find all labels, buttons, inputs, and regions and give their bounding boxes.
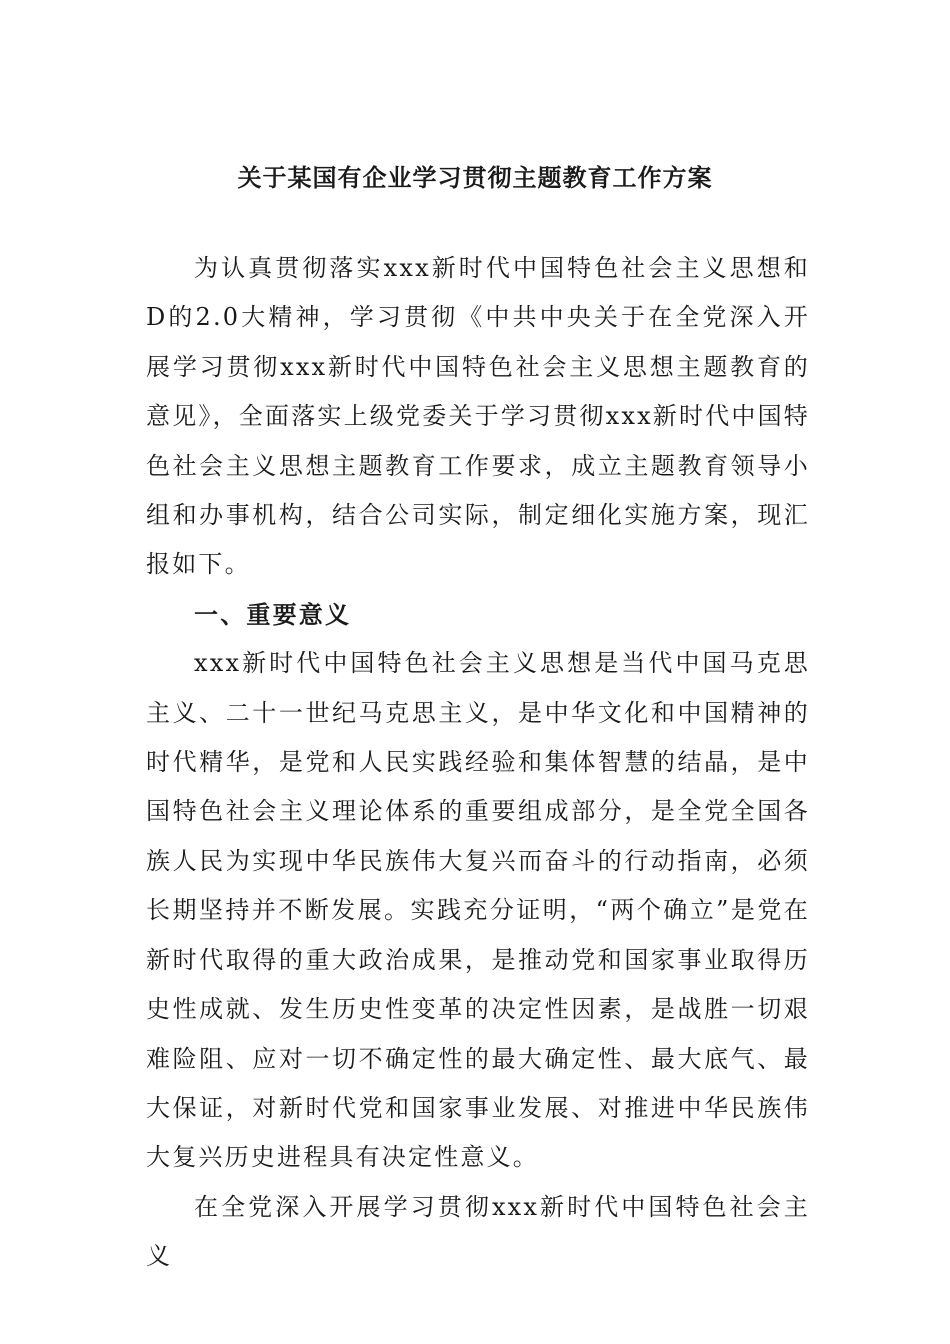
section-heading-significance: 一、重要意义 — [194, 599, 352, 629]
document-title: 关于某国有企业学习贯彻主题教育工作方案 — [237, 163, 713, 192]
document-body — [146, 244, 810, 1282]
paragraph-continuation: 在全党深入开展学习贯彻xxx新时代中国特色社会主义 — [146, 1192, 810, 1271]
paragraph-intro: 为认真贯彻落实xxx新时代中国特色社会主义思想和D的2.0大精神，学习贯彻《中共中央关于在全党深入开展学习贯彻xxx新时代中国特色社会主义思想主题教育的意见》，全面落实上级党委关于学习贯彻xxx新时代中国特色社会主义思想主题教育工作要求，成立主题教育领导小组和办事机构，结合公司实际，制定细化实施方案，现汇报如下。 — [146, 254, 811, 579]
paragraph-significance: xxx新时代中国特色社会主义思想是当代中国马克思主义、二十一世纪马克思主义，是中华文化和中国精神的时代精华，是党和人民实践经验和集体智慧的结晶，是中国特色社会主义理论体系的重要组成部分，是全党全国各族人民为实现中华民族伟大复兴而奋斗的行动指南，必须长期坚持并不断发展。实践充分证明，“两个确立”是党在新时代取得的重大政治成果，是推动党和国家事业取得历史性成就、发生历史性变革的决定性因素，是战胜一切艰难险阻、应对一切不确定性的最大确定性、最大底气、最大保证，对新时代党和国家事业发展、对推进中华民族伟大复兴历史进程具有决定性意义。 — [146, 649, 810, 1172]
